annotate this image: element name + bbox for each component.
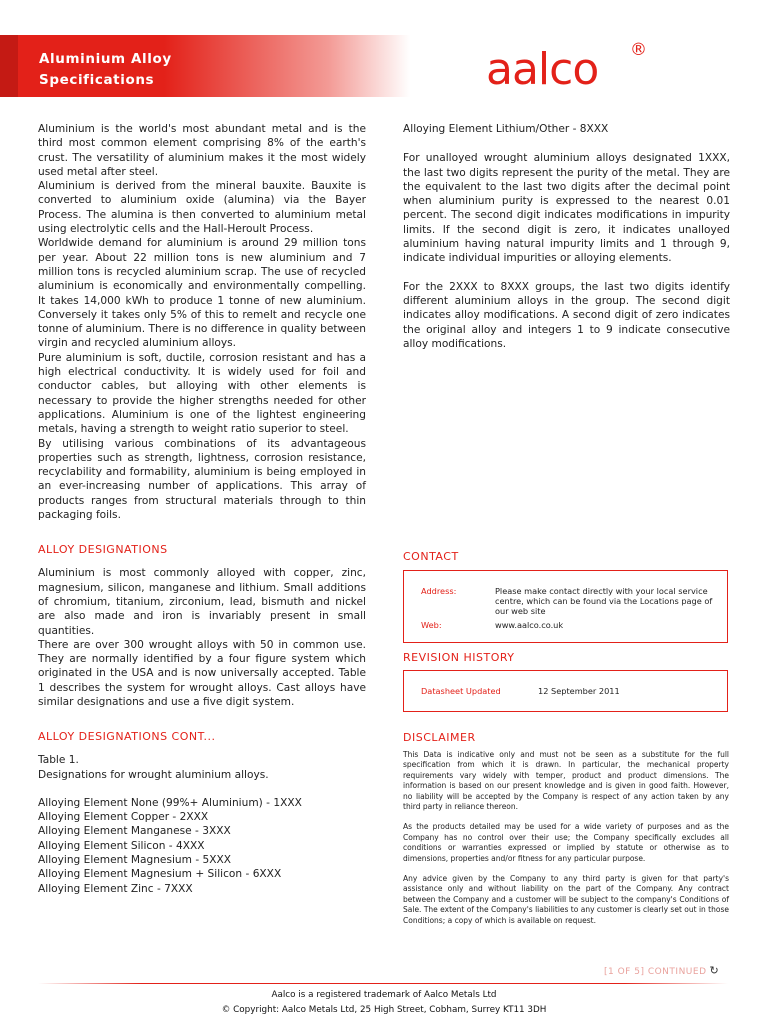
registered-mark: ® <box>630 40 647 60</box>
continue-arrow-icon: ↻ <box>709 964 720 977</box>
page-continued[interactable] <box>604 964 719 977</box>
contact-heading: CONTACT <box>403 550 459 563</box>
intro-paragraph: Pure aluminium is soft, ductile, corrosion resistant and has a high electrical conductivity. It is widely used for foil and conductor cables, but alloying with other elements is necessary to provide the higher strengths needed for other applications. Aluminium is one of the lightest engineering metals, having a strength to weight ratio superior to steel. <box>38 351 366 436</box>
alloy-designations-heading: ALLOY DESIGNATIONS <box>38 543 168 557</box>
address-value: Please make contact directly with your local service centre, which can be found via the Locations page of our web site <box>495 586 713 616</box>
alloy-list-item: Alloying Element Magnesium + Silicon - 6XXX <box>38 868 282 881</box>
table-label: Table 1. <box>38 754 79 767</box>
disclaimer-paragraph: As the products detailed may be used for a wide variety of purposes and as the Company has no control over their use; the Company specifically excludes all conditions or warranties expressed or implied by statute or otherwise as to dimensions, properties and/or fitness for any particular purpose. <box>403 822 729 863</box>
footer-copyright: © Copyright: Aalco Metals Ltd, 25 High Street, Cobham, Surrey KT11 3DH <box>221 1005 547 1015</box>
page-continued-label: [1 OF 5] CONTINUED <box>604 967 707 977</box>
alloy-list-item: Alloying Element Magnesium - 5XXX <box>38 854 232 867</box>
page-title-line2: Specifications <box>39 72 155 88</box>
groups-paragraph: For the 2XXX to 8XXX groups, the last two digits identify different aluminium alloys in the group. The second digit indicates alloy modifications. A second digit of zero indicates the original alloy and integers 1 to 9 indicate consecutive alloy modifications. <box>403 280 730 350</box>
disclaimer-paragraph: This Data is indicative only and must not be seen as a substitute for the full specification from which it is drawn. In particular, the mechanical property requirements vary widely with temper, product and product dimensions. The information is based on our present knowledge and is given in good faith. However, no liability will be accepted by the Company is respect of any action taken by any third party in reliance thereon. <box>403 750 729 812</box>
left-column <box>38 122 366 896</box>
alloy-list-item: Alloying Element Zinc - 7XXX <box>38 882 193 895</box>
revision-box <box>403 670 728 712</box>
unalloyed-paragraph: For unalloyed wrought aluminium alloys designated 1XXX, the last two digits represent the purity of the metal. They are the equivalent to the last two digits after the decimal point when aluminium purity is expressed to the nearest 0.01 percent. The second digit indicates modifications in impurity limits. If the second digit is zero, it indicates unalloyed aluminium having natural impurity limits and 1 through 9, indicate individual impurities or alloying elements. <box>403 152 730 265</box>
alloy-list-item: Alloying Element Copper - 2XXX <box>38 811 209 824</box>
disclaimer-paragraph: Any advice given by the Company to any third party is given for that party's assistance only and without liability on the part of the Company. Any contract between the Company and a customer will be subject to the company's Conditions of Sale. The extent of the Company's liabilities to any customer is clearly set out in those Conditions; a copy of which is available on request. <box>403 874 729 925</box>
footer-trademark: Aalco is a registered trademark of Aalco Metals Ltd <box>271 990 497 1000</box>
disclaimer-heading: DISCLAIMER <box>403 731 476 744</box>
alloy-designations-paragraph: There are over 300 wrought alloys with 50 in common use. They are normally identified by a four figure system which originated in the USA and is now universally accepted. Table 1 describes the system for wrought alloys. Cast alloys have similar designations and use a five digit system. <box>38 638 366 708</box>
datasheet-updated-label: Datasheet Updated <box>421 686 501 696</box>
footer-divider <box>38 983 728 984</box>
alloy-list-item: Alloying Element Silicon - 4XXX <box>38 839 205 852</box>
intro-paragraph: By utilising various combinations of its advantageous properties such as strength, lightness, corrosion resistance, recyclability and formability, aluminium is being employed in an ever-increasing number of applications. This array of products ranges from structural materials through to thin packaging foils. <box>38 437 366 522</box>
revision-history-heading: REVISION HISTORY <box>403 651 515 664</box>
alloy-designations-section <box>38 566 366 709</box>
page-title-line1: Aluminium Alloy <box>39 51 172 67</box>
contact-box <box>403 570 728 643</box>
disclaimer-section <box>403 750 729 936</box>
datasheet-updated-date: 12 September 2011 <box>538 686 620 696</box>
lithium-line: Alloying Element Lithium/Other - 8XXX <box>403 123 609 135</box>
intro-paragraph: Aluminium is derived from the mineral bauxite. Bauxite is converted to aluminium oxide (alumina) via the Bayer Process. The alumina is then converted to aluminium metal using electrolytic cells and the Hall-Heroult Process. <box>38 180 366 236</box>
aalco-logo: aalco <box>486 44 599 95</box>
table-caption: Designations for wrought aluminium alloys. <box>38 768 269 781</box>
web-label: Web: <box>421 620 442 630</box>
alloy-designations-cont-heading: ALLOY DESIGNATIONS CONT... <box>38 730 216 744</box>
address-label: Address: <box>421 586 457 596</box>
intro-paragraph: Worldwide demand for aluminium is around 29 million tons per year. About 22 million tons is new aluminium and 7 million tons is recycled aluminium scrap. The use of recycled aluminium is economically and environmentally compelling. It takes 14,000 kWh to produce 1 tonne of new aluminium. Conversely it takes only 5% of this to remelt and recycle one tonne of aluminium. There is no difference in quality between virgin and recycled aluminium alloys. <box>38 237 366 350</box>
alloy-list <box>38 796 366 896</box>
right-column <box>403 122 730 351</box>
page-title <box>39 49 172 91</box>
alloy-designations-paragraph: Aluminium is most commonly alloyed with copper, zinc, magnesium, silicon, manganese and lithium. Small additions of chromium, titanium, zirconium, lead, bismuth and nickel are also made and iron is invariably present in small quantities. <box>38 567 366 637</box>
alloy-list-item: Alloying Element None (99%+ Aluminium) - 1XXX <box>38 796 302 809</box>
intro-paragraph: Aluminium is the world's most abundant metal and is the third most common element comprising 8% of the earth's crust. The versatility of aluminium makes it the most widely used metal after steel. <box>38 123 366 178</box>
website-link[interactable]: www.aalco.co.uk <box>495 620 564 630</box>
header-accent-bar <box>0 35 18 97</box>
alloy-list-item: Alloying Element Manganese - 3XXX <box>38 825 231 838</box>
intro-section <box>38 122 366 522</box>
